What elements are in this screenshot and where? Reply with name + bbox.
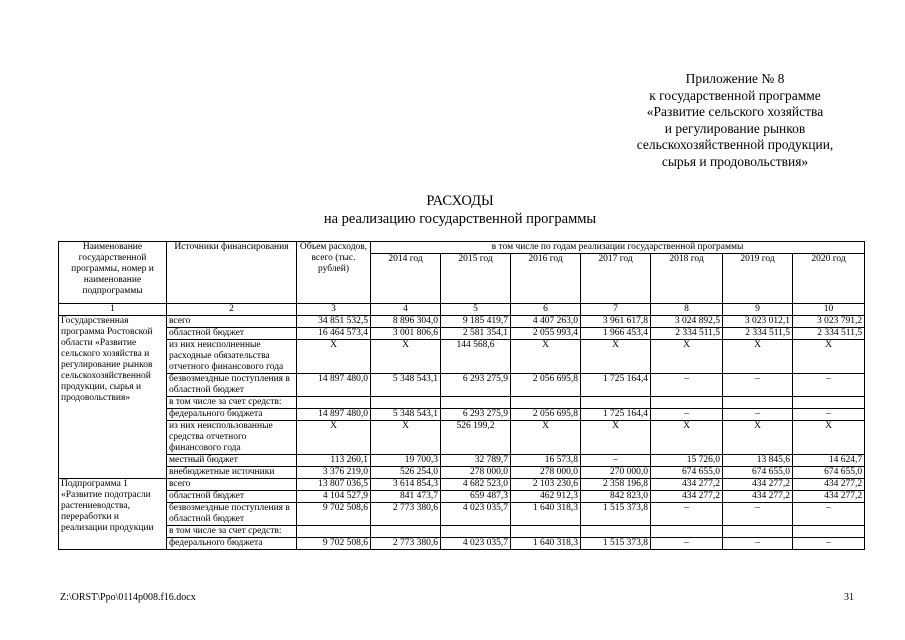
- year-amount-cell: 434 277,2: [651, 491, 723, 503]
- table-row: [59, 316, 865, 328]
- year-amount-cell: [581, 397, 651, 409]
- year-amount-cell: –: [793, 538, 865, 550]
- header-year: 2014 год: [371, 254, 441, 304]
- year-amount-cell: 3 023 012,1: [723, 316, 793, 328]
- table-row: [59, 526, 865, 538]
- year-amount-cell: [511, 397, 581, 409]
- total-amount-cell: 4 104 527,9: [297, 491, 371, 503]
- appendix-line: сырья и продовольствия»: [661, 153, 809, 169]
- year-amount-cell: 270 000,0: [581, 467, 651, 479]
- column-number: 6: [511, 304, 581, 316]
- funding-source-cell: всего: [167, 479, 297, 491]
- funding-source-cell: в том числе за счет средств:: [167, 397, 297, 409]
- table-row: [59, 397, 865, 409]
- total-amount-cell: Х: [297, 421, 371, 455]
- year-amount-cell: –: [793, 374, 865, 397]
- year-amount-cell: –: [793, 503, 865, 526]
- document-title: [250, 192, 670, 228]
- funding-source-cell: областной бюджет: [167, 491, 297, 503]
- year-amount-cell: 15 726,0: [651, 455, 723, 467]
- year-amount-cell: 674 655,0: [793, 467, 865, 479]
- year-amount-cell: 4 407 263,0: [511, 316, 581, 328]
- year-amount-cell: [723, 397, 793, 409]
- year-amount-cell: 434 277,2: [793, 479, 865, 491]
- year-amount-cell: Х: [723, 340, 793, 374]
- year-amount-cell: 1 515 373,8: [581, 538, 651, 550]
- year-amount-cell: 3 001 806,6: [371, 328, 441, 340]
- year-amount-cell: 9 185 419,7: [441, 316, 511, 328]
- funding-source-cell: безвозмездные поступления в областной бюджет: [167, 503, 297, 526]
- year-amount-cell: –: [651, 374, 723, 397]
- year-amount-cell: –: [651, 409, 723, 421]
- footer-page-number: 31: [844, 592, 854, 603]
- year-amount-cell: 19 700,3: [371, 455, 441, 467]
- funding-source-cell: из них неисполненные расходные обязательства отчетного финансового года: [167, 340, 297, 374]
- year-amount-cell: 1 640 318,3: [511, 538, 581, 550]
- funding-source-cell: из них неиспользованные средства отчетного финансового года: [167, 421, 297, 455]
- year-amount-cell: 4 023 035,7: [441, 538, 511, 550]
- header-year: 2019 год: [723, 254, 793, 304]
- year-amount-cell: 526 199,2: [441, 421, 511, 455]
- year-amount-cell: 434 277,2: [723, 491, 793, 503]
- header-year: 2020 год: [793, 254, 865, 304]
- total-amount-cell: 13 807 036,5: [297, 479, 371, 491]
- year-amount-cell: [511, 526, 581, 538]
- column-number-row: [59, 304, 865, 316]
- appendix-line: «Развитие сельского хозяйства: [646, 104, 824, 119]
- year-amount-cell: 2 103 230,6: [511, 479, 581, 491]
- year-amount-cell: 1 515 373,8: [581, 503, 651, 526]
- column-number: 4: [371, 304, 441, 316]
- year-amount-cell: Х: [581, 340, 651, 374]
- appendix-line: сельскохозяйственной продукции,: [636, 137, 834, 152]
- year-amount-cell: 659 487,3: [441, 491, 511, 503]
- year-amount-cell: 2 358 196,8: [581, 479, 651, 491]
- column-number: 10: [793, 304, 865, 316]
- funding-source-cell: безвозмездные поступления в областной бюджет: [167, 374, 297, 397]
- table-row: [59, 479, 865, 491]
- year-amount-cell: [441, 397, 511, 409]
- header-year: 2015 год: [441, 254, 511, 304]
- year-amount-cell: 841 473,7: [371, 491, 441, 503]
- year-amount-cell: 462 912,3: [511, 491, 581, 503]
- year-amount-cell: 1 725 164,4: [581, 409, 651, 421]
- year-amount-cell: Х: [581, 421, 651, 455]
- year-amount-cell: 2 773 380,6: [371, 538, 441, 550]
- year-amount-cell: 5 348 543,1: [371, 374, 441, 397]
- appendix-line: Приложение № 8: [685, 71, 785, 86]
- year-amount-cell: [793, 526, 865, 538]
- year-amount-cell: 2 056 695,8: [511, 409, 581, 421]
- year-amount-cell: [651, 526, 723, 538]
- total-amount-cell: 9 702 508,6: [297, 538, 371, 550]
- year-amount-cell: 2 334 511,5: [793, 328, 865, 340]
- year-amount-cell: 144 568,6: [441, 340, 511, 374]
- year-amount-cell: 3 614 854,3: [371, 479, 441, 491]
- year-amount-cell: 434 277,2: [723, 479, 793, 491]
- column-number: 9: [723, 304, 793, 316]
- funding-source-cell: федерального бюджета: [167, 409, 297, 421]
- year-amount-cell: Х: [371, 340, 441, 374]
- year-amount-cell: 2 334 511,5: [651, 328, 723, 340]
- year-amount-cell: 14 624,7: [793, 455, 865, 467]
- year-amount-cell: 674 655,0: [651, 467, 723, 479]
- appendix-line: к государственной программе: [649, 87, 821, 103]
- year-amount-cell: 3 961 617,8: [581, 316, 651, 328]
- table-row: [59, 409, 865, 421]
- header-source: Источники финансирования: [167, 242, 297, 304]
- title-main: РАСХОДЫ: [426, 193, 494, 209]
- total-amount-cell: 16 464 573,4: [297, 328, 371, 340]
- year-amount-cell: –: [651, 538, 723, 550]
- year-amount-cell: Х: [511, 340, 581, 374]
- year-amount-cell: 2 334 511,5: [723, 328, 793, 340]
- total-amount-cell: 14 897 480,0: [297, 409, 371, 421]
- year-amount-cell: –: [793, 409, 865, 421]
- total-amount-cell: Х: [297, 340, 371, 374]
- total-amount-cell: [297, 397, 371, 409]
- year-amount-cell: [371, 397, 441, 409]
- header-year: 2017 год: [581, 254, 651, 304]
- year-amount-cell: 6 293 275,9: [441, 409, 511, 421]
- total-amount-cell: [297, 526, 371, 538]
- year-amount-cell: [793, 397, 865, 409]
- year-amount-cell: 32 789,7: [441, 455, 511, 467]
- year-amount-cell: 2 773 380,6: [371, 503, 441, 526]
- appendix-line: и регулирование рынков: [664, 120, 806, 136]
- column-number: 1: [59, 304, 167, 316]
- expenses-table: [58, 241, 865, 550]
- year-amount-cell: 434 277,2: [651, 479, 723, 491]
- footer-file-path: Z:\ORST\Ppo\0114p008.f16.docx: [60, 592, 196, 603]
- year-amount-cell: 1 725 164,4: [581, 374, 651, 397]
- header-name: Наименование государственной программы, номер и наименование подпрограммы: [59, 242, 167, 304]
- year-amount-cell: [651, 397, 723, 409]
- year-amount-cell: [581, 526, 651, 538]
- year-amount-cell: 8 896 304,0: [371, 316, 441, 328]
- year-amount-cell: Х: [793, 340, 865, 374]
- year-amount-cell: 2 055 993,4: [511, 328, 581, 340]
- column-number: 7: [581, 304, 651, 316]
- table-row: [59, 467, 865, 479]
- funding-source-cell: в том числе за счет средств:: [167, 526, 297, 538]
- funding-source-cell: федерального бюджета: [167, 538, 297, 550]
- year-amount-cell: [723, 526, 793, 538]
- year-amount-cell: 2 581 354,1: [441, 328, 511, 340]
- year-amount-cell: Х: [723, 421, 793, 455]
- column-number: 8: [651, 304, 723, 316]
- table-row: [59, 374, 865, 397]
- year-amount-cell: 434 277,2: [793, 491, 865, 503]
- year-amount-cell: –: [723, 538, 793, 550]
- funding-source-cell: областной бюджет: [167, 328, 297, 340]
- year-amount-cell: 526 254,0: [371, 467, 441, 479]
- year-amount-cell: 842 823,0: [581, 491, 651, 503]
- year-amount-cell: 1 966 453,4: [581, 328, 651, 340]
- total-amount-cell: 9 702 508,6: [297, 503, 371, 526]
- header-years-group: в том числе по годам реализации государственной программы: [371, 242, 865, 254]
- header-year: 2018 год: [651, 254, 723, 304]
- table-row: [59, 503, 865, 526]
- year-amount-cell: 6 293 275,9: [441, 374, 511, 397]
- year-amount-cell: 16 573,8: [511, 455, 581, 467]
- total-amount-cell: 14 897 480,0: [297, 374, 371, 397]
- total-amount-cell: 34 851 532,5: [297, 316, 371, 328]
- title-sub: на реализацию государственной программы: [323, 211, 597, 227]
- year-amount-cell: Х: [651, 340, 723, 374]
- total-amount-cell: 113 260,1: [297, 455, 371, 467]
- table-row: [59, 328, 865, 340]
- appendix-header: [600, 71, 870, 170]
- year-amount-cell: –: [723, 503, 793, 526]
- year-amount-cell: [441, 526, 511, 538]
- table-row: [59, 421, 865, 455]
- year-amount-cell: Х: [371, 421, 441, 455]
- table-row: [59, 538, 865, 550]
- funding-source-cell: внебюджетные источники: [167, 467, 297, 479]
- year-amount-cell: –: [581, 455, 651, 467]
- year-amount-cell: 278 000,0: [511, 467, 581, 479]
- year-amount-cell: [371, 526, 441, 538]
- year-amount-cell: 4 682 523,0: [441, 479, 511, 491]
- year-amount-cell: –: [723, 374, 793, 397]
- program-name-cell: Государственная программа Ростовской области «Развитие сельского хозяйства и регулирование рынков сельскохозяйственной продукции, сырья и продовольствия»: [59, 316, 167, 479]
- column-number: 5: [441, 304, 511, 316]
- column-number: 2: [167, 304, 297, 316]
- funding-source-cell: всего: [167, 316, 297, 328]
- year-amount-cell: 2 056 695,8: [511, 374, 581, 397]
- year-amount-cell: 1 640 318,3: [511, 503, 581, 526]
- year-amount-cell: –: [723, 409, 793, 421]
- year-amount-cell: 3 024 892,5: [651, 316, 723, 328]
- year-amount-cell: 4 023 035,7: [441, 503, 511, 526]
- year-amount-cell: 278 000,0: [441, 467, 511, 479]
- year-amount-cell: 13 845,6: [723, 455, 793, 467]
- table-row: [59, 491, 865, 503]
- column-number: 3: [297, 304, 371, 316]
- year-amount-cell: Х: [651, 421, 723, 455]
- header-year: 2016 год: [511, 254, 581, 304]
- header-total: Объем расходов, всего (тыс. рублей): [297, 242, 371, 304]
- table-row: [59, 455, 865, 467]
- year-amount-cell: 674 655,0: [723, 467, 793, 479]
- year-amount-cell: –: [651, 503, 723, 526]
- year-amount-cell: 5 348 543,1: [371, 409, 441, 421]
- year-amount-cell: 3 023 791,2: [793, 316, 865, 328]
- table-row: [59, 340, 865, 374]
- total-amount-cell: 3 376 219,0: [297, 467, 371, 479]
- year-amount-cell: Х: [511, 421, 581, 455]
- program-name-cell: Подпрограмма 1 «Развитие подотрасли растениеводства, переработки и реализации продукции: [59, 479, 167, 550]
- year-amount-cell: Х: [793, 421, 865, 455]
- funding-source-cell: местный бюджет: [167, 455, 297, 467]
